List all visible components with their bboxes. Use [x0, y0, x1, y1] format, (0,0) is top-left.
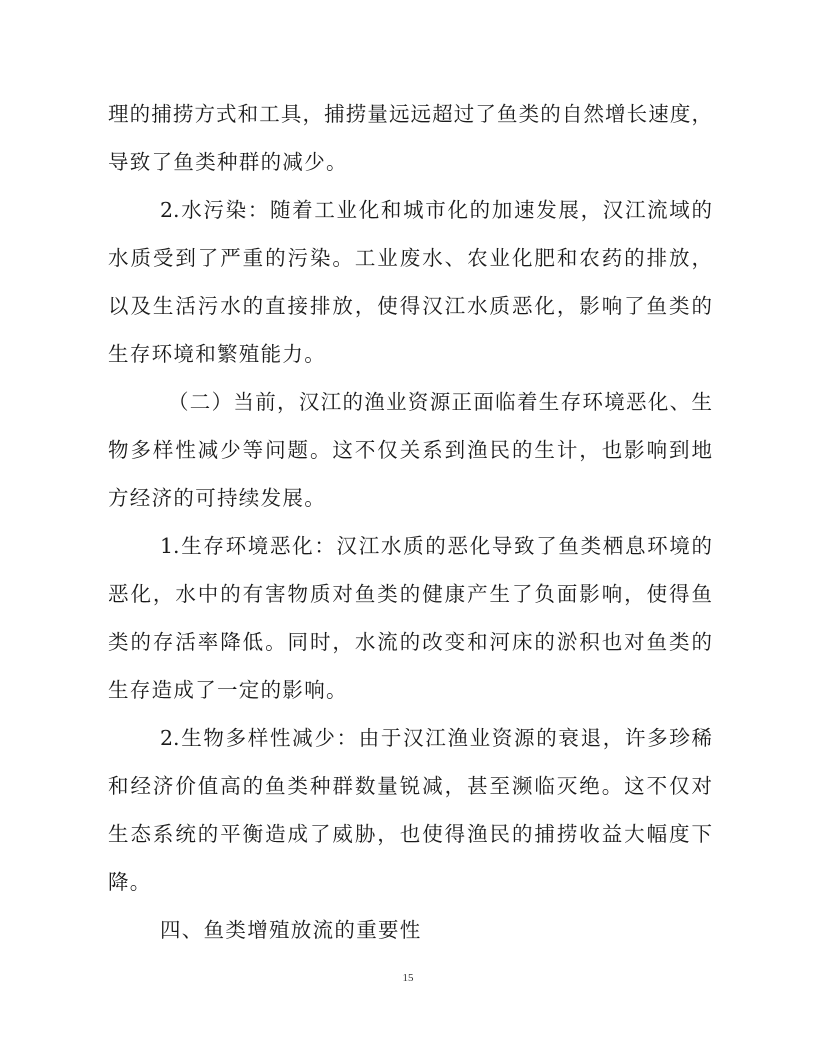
paragraph-line: 2.生物多样性减少：由于汉江渔业资源的衰退，许多珍稀 — [160, 726, 712, 750]
paragraph-line: 2.水污染：随着工业化和城市化的加速发展，汉江流域的 — [160, 198, 712, 222]
paragraph-line: 生存造成了一定的影响。 — [108, 678, 348, 702]
paragraph-line: 水质受到了严重的污染。工业废水、农业化肥和农药的排放， — [108, 246, 712, 270]
paragraph-line: （二）当前，汉江的渔业资源正面临着生存环境恶化、生 — [168, 390, 712, 414]
paragraph-line: 以及生活污水的直接排放，使得汉江水质恶化，影响了鱼类的 — [108, 294, 712, 318]
page-number: 15 — [402, 972, 414, 984]
paragraph-line: 生存环境和繁殖能力。 — [108, 342, 326, 366]
paragraph-line: 恶化，水中的有害物质对鱼类的健康产生了负面影响，使得鱼 — [108, 582, 712, 606]
paragraph-line: 物多样性减少等问题。这不仅关系到渔民的生计，也影响到地 — [108, 438, 712, 462]
paragraph-line: 降。 — [108, 870, 152, 894]
paragraph-line: 方经济的可持续发展。 — [108, 486, 326, 510]
paragraph-line: 理的捕捞方式和工具，捕捞量远远超过了鱼类的自然增长速度， — [108, 102, 712, 126]
paragraph-line: 导致了鱼类种群的减少。 — [108, 150, 348, 174]
paragraph-line: 生态系统的平衡造成了威胁，也使得渔民的捕捞收益大幅度下 — [108, 822, 712, 846]
paragraph-line: 和经济价值高的鱼类种群数量锐减，甚至濒临灭绝。这不仅对 — [108, 774, 712, 798]
paragraph-line: 1.生存环境恶化：汉江水质的恶化导致了鱼类栖息环境的 — [160, 534, 712, 558]
paragraph-line: 类的存活率降低。同时，水流的改变和河床的淤积也对鱼类的 — [108, 630, 712, 654]
section-heading: 四、鱼类增殖放流的重要性 — [160, 918, 422, 942]
document-body — [108, 90, 712, 954]
